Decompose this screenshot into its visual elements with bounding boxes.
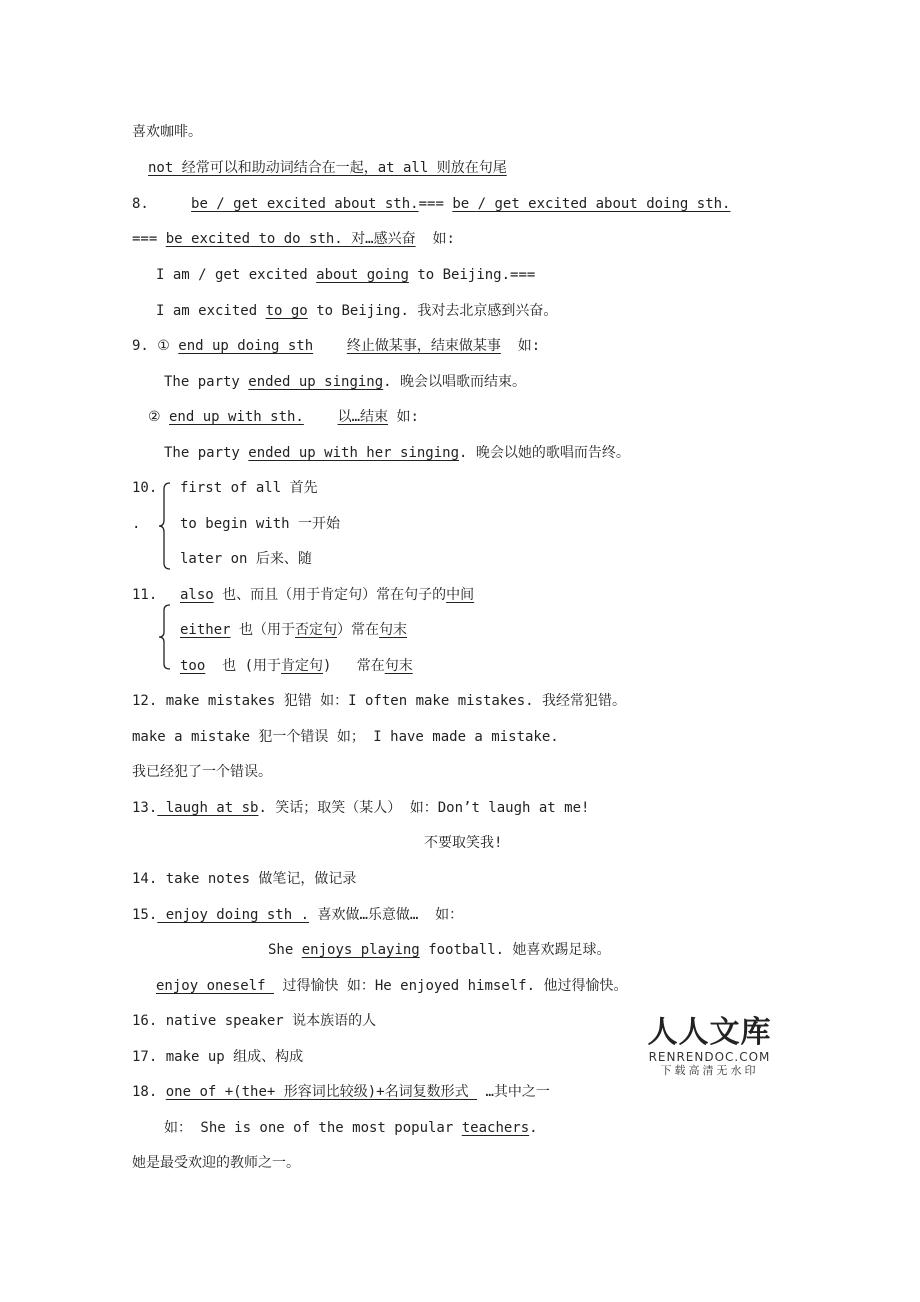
phrase: 中间 <box>446 587 475 603</box>
sub-item <box>148 407 419 427</box>
text-line: later on 后来、随 <box>180 551 312 567</box>
example-line <box>164 443 630 463</box>
item-number: 11. <box>132 587 158 603</box>
text: I am excited <box>156 303 258 319</box>
example-line <box>268 940 610 960</box>
item-18 <box>132 1082 550 1102</box>
phrase: 肯定句 <box>281 658 324 674</box>
text: . 晚会以唱歌而结束。 <box>383 374 527 390</box>
example-label: 如: <box>517 338 541 354</box>
text: The party <box>164 445 240 461</box>
text-line <box>180 656 413 676</box>
item-9 <box>132 336 540 356</box>
phrase: one of +(the+ 形容词比较级)+名词复数形式 <box>165 1084 478 1100</box>
curly-brace <box>158 604 172 670</box>
text: 过得愉快 如：He enjoyed himself. 他过得愉快。 <box>282 978 628 994</box>
text-line <box>180 620 407 640</box>
phrase: too <box>180 658 206 674</box>
item-number: 9. ① <box>132 338 170 354</box>
example-line <box>164 1118 538 1138</box>
equals: === <box>418 196 444 212</box>
phrase: ended up with her singing <box>248 445 460 461</box>
phrase: end up with sth. <box>169 409 304 425</box>
phrase: about going <box>316 267 409 283</box>
item-number: 10. <box>132 480 158 496</box>
text-line: 她是最受欢迎的教师之一。 <box>132 1155 300 1171</box>
watermark-domain: RENRENDOC.COM <box>648 1050 771 1064</box>
phrase: ended up singing <box>248 374 384 390</box>
equals: === <box>132 231 158 247</box>
item-16: 16. native speaker 说本族语的人 <box>132 1013 377 1029</box>
item-number: 15. <box>132 907 158 923</box>
text: 如： She is one of the most popular <box>164 1120 454 1136</box>
phrase: be excited to do sth. 对…感兴奋 <box>165 231 416 247</box>
item-12: 12. make mistakes 犯错 如：I often make mistakes. 我经常犯错。 <box>132 693 627 709</box>
item-number: 13. <box>132 800 158 816</box>
item-15 <box>132 905 463 925</box>
text: . <box>132 516 141 532</box>
watermark-logo <box>647 1016 772 1078</box>
phrase: be / get excited about sth. <box>191 196 419 212</box>
text: . 晚会以她的歌唱而告终。 <box>459 445 630 461</box>
phrase: end up doing sth <box>178 338 314 354</box>
text: . <box>529 1120 538 1136</box>
item-number: ② <box>148 409 161 425</box>
text: . 笑话；取笑（某人） 如：Don’t laugh at me! <box>258 800 590 816</box>
item-number: 8. <box>132 196 149 212</box>
phrase: also <box>180 587 214 603</box>
text: 也 (用于 <box>222 658 282 674</box>
text-line <box>180 585 474 605</box>
phrase: teachers <box>461 1120 530 1136</box>
example-line <box>164 372 526 392</box>
phrase: enjoys playing <box>301 942 420 958</box>
text-line <box>156 976 627 996</box>
phrase: to go <box>265 303 308 319</box>
example-label: 如: <box>396 409 419 425</box>
example-line <box>156 265 535 285</box>
note-line: not 经常可以和助动词结合在一起，at all 则放在句尾 <box>148 160 507 176</box>
text: to Beijing. 我对去北京感到兴奋。 <box>316 303 558 319</box>
text: The party <box>164 374 240 390</box>
text-line: 不要取笑我! <box>424 835 503 851</box>
phrase: either <box>180 622 231 638</box>
text: ) 常在 <box>323 658 385 674</box>
phrase: 句末 <box>384 658 413 674</box>
item-14: 14. take notes 做笔记，做记录 <box>132 871 357 887</box>
example-label: 如: <box>432 231 455 247</box>
text-line: 喜欢咖啡。 <box>132 124 202 140</box>
text-line: first of all 首先 <box>180 480 318 496</box>
phrase-meaning: 以…结束 <box>337 409 389 425</box>
text: I am / get excited <box>156 267 308 283</box>
curly-brace <box>158 482 172 570</box>
text: 也、而且（用于肯定句）常在句子的 <box>222 587 447 603</box>
text: to Beijing.=== <box>417 267 536 283</box>
text-line: make a mistake 犯一个错误 如； I have made a mistake. <box>132 729 559 745</box>
phrase: enjoy oneself <box>156 978 275 994</box>
text: football. 她喜欢踢足球。 <box>428 942 611 958</box>
phrase: 句末 <box>379 622 408 638</box>
watermark-slogan: 下载高清无水印 <box>660 1064 759 1077</box>
text: She <box>268 942 294 958</box>
text-line: to begin with 一开始 <box>180 516 341 532</box>
phrase: be / get excited about doing sth. <box>452 196 731 212</box>
phrase-meaning: 终止做某事，结束做某事 <box>346 338 501 354</box>
item-13 <box>132 798 589 818</box>
text-line: 我已经犯了一个错误。 <box>132 764 272 780</box>
text: …其中之一 <box>477 1084 550 1100</box>
phrase: enjoy doing sth . <box>157 907 310 923</box>
text: ）常在 <box>337 622 380 638</box>
item-number: 18. <box>132 1084 158 1100</box>
phrase: laugh at sb <box>157 800 259 816</box>
watermark-title: 人人文库 <box>647 1015 772 1050</box>
item-8 <box>132 194 730 214</box>
example-line <box>156 301 557 321</box>
phrase: 否定句 <box>295 622 338 638</box>
item-17: 17. make up 组成、构成 <box>132 1049 304 1065</box>
text: 喜欢做…乐意做… 如： <box>309 907 464 923</box>
text: 也（用于 <box>239 622 296 638</box>
text-line <box>132 229 455 249</box>
